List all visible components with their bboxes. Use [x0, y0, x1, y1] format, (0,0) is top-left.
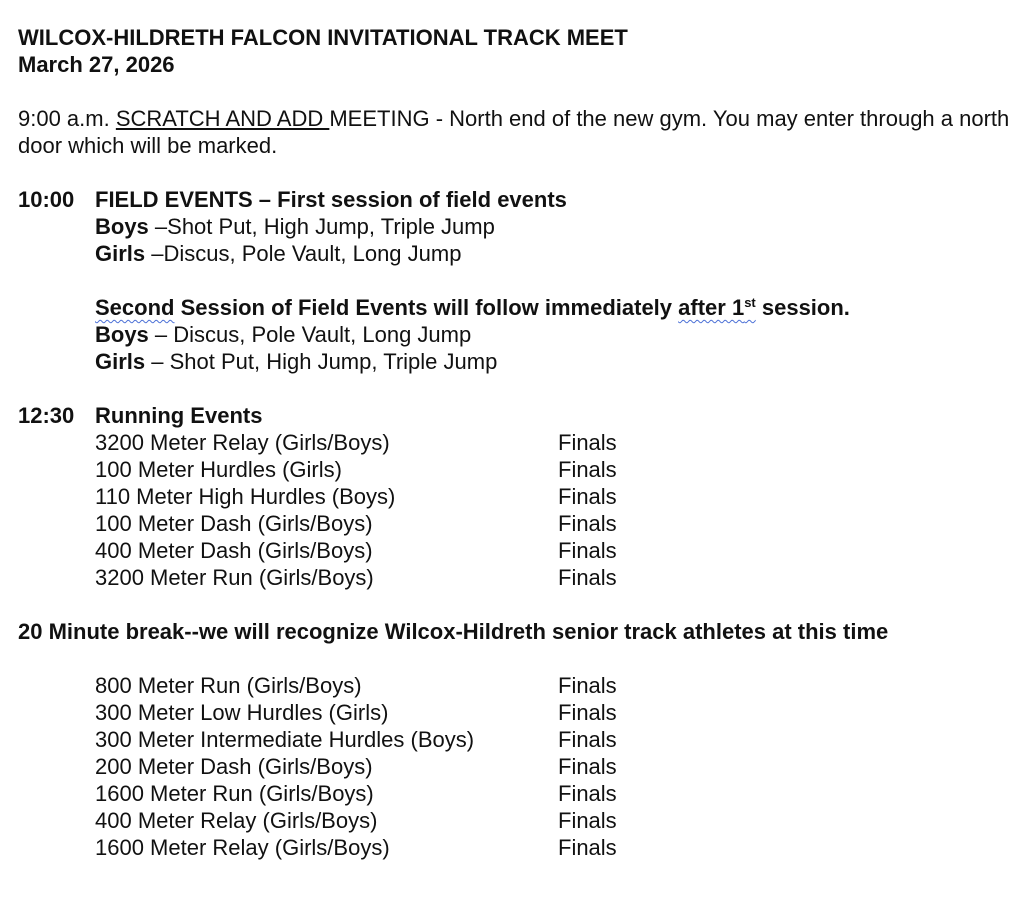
spellcheck-word: Second — [95, 295, 175, 320]
meeting-time: 9:00 a.m. — [18, 106, 110, 131]
scratch-meeting-paragraph — [18, 105, 1013, 159]
scratch-add-label: SCRATCH AND ADD — [115, 106, 330, 131]
event-round: Finals — [558, 754, 617, 779]
event-name: 3200 Meter Run (Girls/Boys) — [95, 565, 374, 590]
document-title: WILCOX-HILDRETH FALCON INVITATIONAL TRACK MEET — [18, 25, 628, 50]
event-row — [95, 753, 1024, 780]
session2-heading-word: after 1 — [678, 295, 745, 320]
event-row — [95, 483, 1024, 510]
running-events-list — [95, 429, 1024, 591]
event-round: Finals — [558, 511, 617, 536]
event-name: 300 Meter Intermediate Hurdles (Boys) — [95, 727, 475, 752]
field-events-time: 10:00 — [18, 187, 75, 212]
group-label: Girls — [95, 241, 146, 266]
event-name: 300 Meter Low Hurdles (Girls) — [95, 700, 389, 725]
group-label: Boys — [95, 322, 149, 347]
spellcheck-word — [678, 295, 756, 320]
event-name: 100 Meter Hurdles (Girls) — [95, 457, 342, 482]
event-name: 1600 Meter Run (Girls/Boys) — [95, 781, 374, 806]
event-name: 200 Meter Dash (Girls/Boys) — [95, 754, 373, 779]
group-label: Girls — [95, 349, 146, 374]
ordinal-suffix: st — [744, 295, 756, 310]
meet-date: March 27, 2026 — [18, 52, 175, 77]
group-events: – Shot Put, High Jump, Triple Jump — [145, 349, 498, 374]
event-name: 400 Meter Dash (Girls/Boys) — [95, 538, 373, 563]
event-round: Finals — [558, 781, 617, 806]
after-break-events-list — [95, 672, 1024, 861]
event-row — [95, 780, 1024, 807]
event-row — [95, 456, 1024, 483]
break-announcement: 20 Minute break--we will recognize Wilcox-Hildreth senior track athletes at this time — [18, 619, 889, 644]
event-round: Finals — [558, 538, 617, 563]
group-events: – Discus, Pole Vault, Long Jump — [148, 322, 472, 347]
event-row — [95, 672, 1024, 699]
session2-heading — [95, 294, 1024, 321]
event-round: Finals — [558, 700, 617, 725]
event-row — [95, 537, 1024, 564]
event-row — [95, 807, 1024, 834]
group-label: Boys — [95, 214, 149, 239]
session2-heading-text: Session of Field Events will follow immediately — [174, 295, 679, 320]
running-events-heading: Running Events — [95, 403, 263, 428]
event-round: Finals — [558, 835, 617, 860]
event-round: Finals — [558, 430, 617, 455]
event-round: Finals — [558, 808, 617, 833]
session2-heading-end: session. — [755, 295, 850, 320]
event-row — [95, 699, 1024, 726]
event-name: 110 Meter High Hurdles (Boys) — [95, 484, 396, 509]
event-round: Finals — [558, 673, 617, 698]
running-events-time: 12:30 — [18, 403, 75, 428]
event-name: 1600 Meter Relay (Girls/Boys) — [95, 835, 390, 860]
group-events: –Discus, Pole Vault, Long Jump — [145, 241, 462, 266]
session2-boys-line — [95, 321, 1024, 348]
event-row — [95, 564, 1024, 591]
event-name: 3200 Meter Relay (Girls/Boys) — [95, 430, 390, 455]
event-name: 400 Meter Relay (Girls/Boys) — [95, 808, 378, 833]
event-row — [95, 834, 1024, 861]
group-events: –Shot Put, High Jump, Triple Jump — [148, 214, 495, 239]
event-round: Finals — [558, 565, 617, 590]
session2-girls-line — [95, 348, 1024, 375]
field-events-section — [18, 186, 1024, 375]
session1-boys-line — [95, 213, 1024, 240]
event-name: 800 Meter Run (Girls/Boys) — [95, 673, 362, 698]
event-name: 100 Meter Dash (Girls/Boys) — [95, 511, 373, 536]
running-events-section — [18, 402, 1024, 429]
field-events-heading: FIELD EVENTS – First session of field events — [95, 187, 567, 212]
session1-girls-line — [95, 240, 1024, 267]
event-round: Finals — [558, 484, 617, 509]
event-row — [95, 429, 1024, 456]
event-row — [95, 726, 1024, 753]
meeting-details: MEETING - North end of the new gym. You may enter through a north door which will be marked. — [18, 106, 1010, 158]
event-round: Finals — [558, 727, 617, 752]
event-round: Finals — [558, 457, 617, 482]
event-row — [95, 510, 1024, 537]
